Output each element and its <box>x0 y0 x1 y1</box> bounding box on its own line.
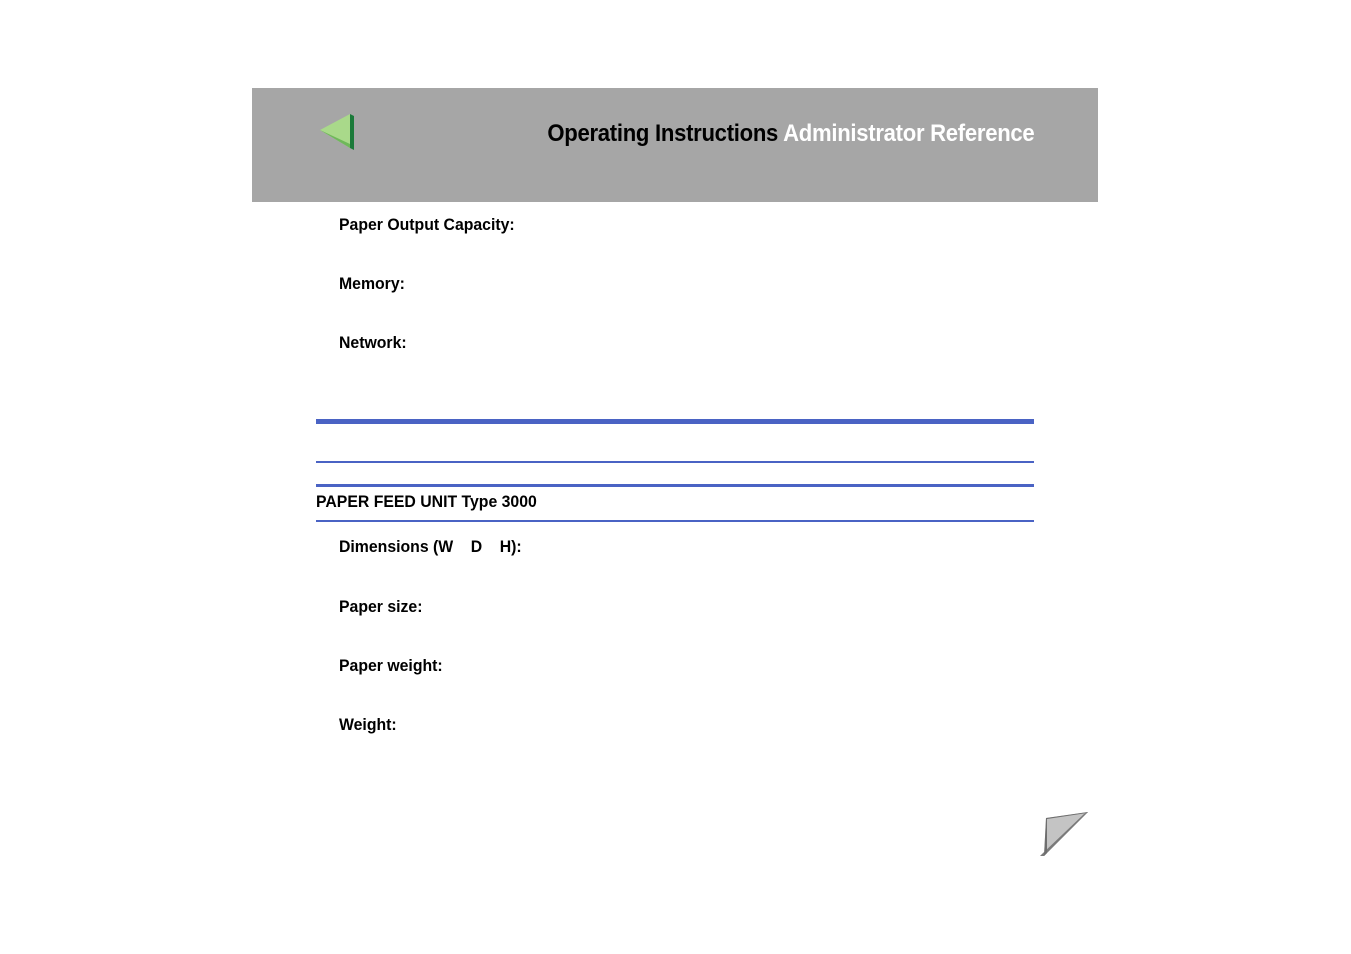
spec-weight: Weight: <box>339 715 397 734</box>
page-header <box>252 88 1098 202</box>
section-divider-thick <box>316 419 1034 424</box>
spec-paper-size: Paper size: <box>339 597 423 616</box>
title-main: Operating Instructions <box>546 120 778 147</box>
page-curl-next-icon[interactable] <box>1038 810 1090 860</box>
spec-dimensions: Dimensions (W D H): <box>339 537 522 556</box>
title-sub: Administrator Reference <box>782 120 1034 147</box>
section-divider-thin <box>316 461 1034 463</box>
spec-paper-weight: Paper weight: <box>339 656 443 675</box>
section-heading: PAPER FEED UNIT Type 3000 <box>316 492 537 511</box>
heading-rule-bottom <box>316 520 1034 522</box>
spec-memory: Memory: <box>339 274 405 293</box>
heading-rule-top <box>316 484 1034 487</box>
spec-network: Network: <box>339 333 407 352</box>
header-title <box>547 120 1034 148</box>
spec-paper-output-capacity: Paper Output Capacity: <box>339 215 515 234</box>
back-triangle-icon[interactable] <box>320 114 354 150</box>
